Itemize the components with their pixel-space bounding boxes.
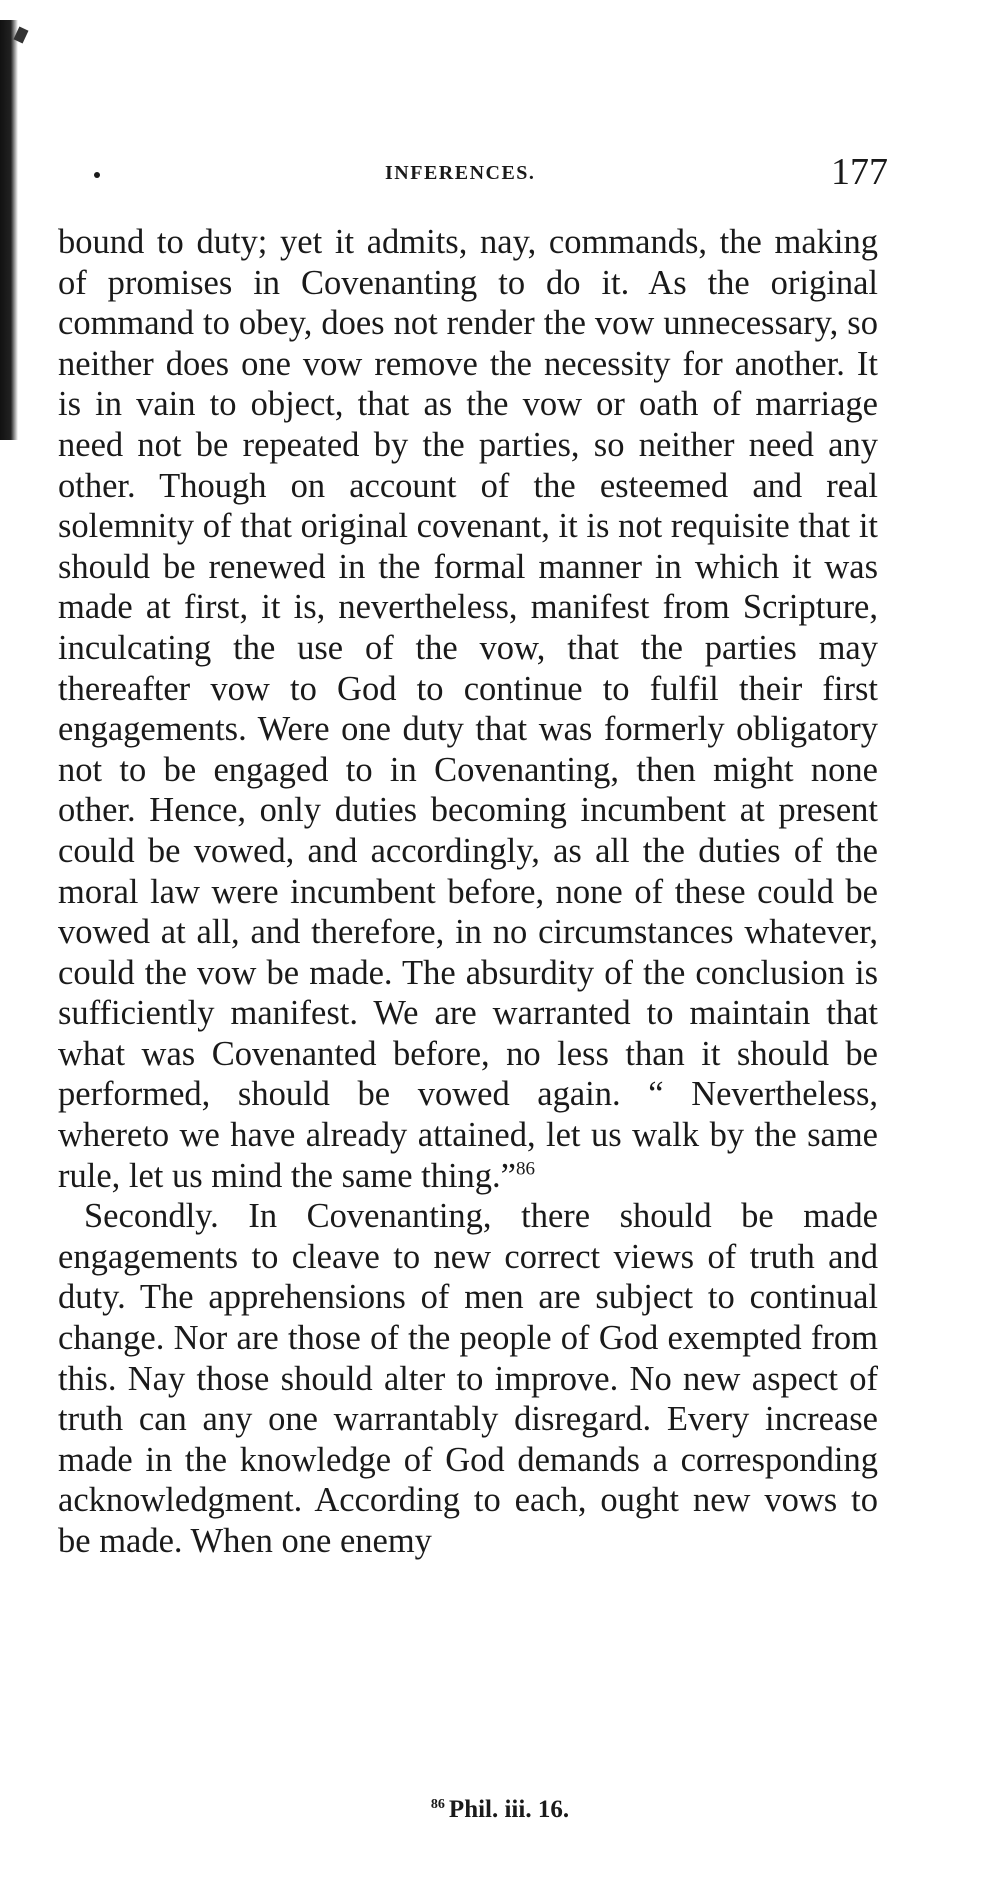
header-dot-mark xyxy=(94,172,100,178)
footnote-reference: 86 xyxy=(515,1158,535,1180)
page-number: 177 xyxy=(831,151,888,193)
footnote xyxy=(0,1796,1000,1824)
body-text xyxy=(58,222,878,1562)
paragraph-first-text: bound to duty; yet it admits, nay, commands, the making of promises in Covenanting to do it. As the original command to obey, does not render the vow unnecessary, so neither does one vow remove the necessity for another. It is in vain to object, that as the vow or oath of marriage need not be repeated by the parties, so neither need any other. Though on account of the esteemed and real solemnity of that original covenant, it is not requisite that it should be renewed in the formal manner in which it was made at first, it is, nevertheless, manifest from Scripture, inculcating the use of the vow, that the parties may thereafter vow to God to continue to fulfil their first engagements. Were one duty that was formerly obligatory not to be engaged to in Covenanting, then might none other. Hence, only duties becoming incumbent at present could be vowed, and accordingly, as all the duties of the moral law were incumbent before, none of these could be vowed at all, and therefore, in no circumstances whatever, could the vow be made. The absurdity of the conclusion is sufficiently manifest. We are warranted to maintain that what was Covenanted before, no less than it should be performed, should be vowed again. “ Nevertheless, whereto we have already attained, let us walk by the same rule, let us mind the same thing.” xyxy=(58,223,878,1195)
paragraph-first xyxy=(58,222,878,1196)
footnote-text: Phil. iii. 16. xyxy=(448,1796,570,1823)
paragraph-second: Secondly. In Covenanting, there should be made engagements to cleave to new correct views of truth and duty. The apprehensions of men are subject to continual change. Nor are those of the people of God exempted from this. Nay those should alter to improve. No new aspect of truth can any one warrantably disregard. Every increase made in the knowledge of God demands a corresponding acknowledgment. According to each, ought new vows to be made. When one enemy xyxy=(58,1197,878,1560)
page-header xyxy=(80,151,900,198)
running-head: INFERENCES. xyxy=(385,162,536,184)
footnote-mark: 86 xyxy=(430,1796,445,1812)
